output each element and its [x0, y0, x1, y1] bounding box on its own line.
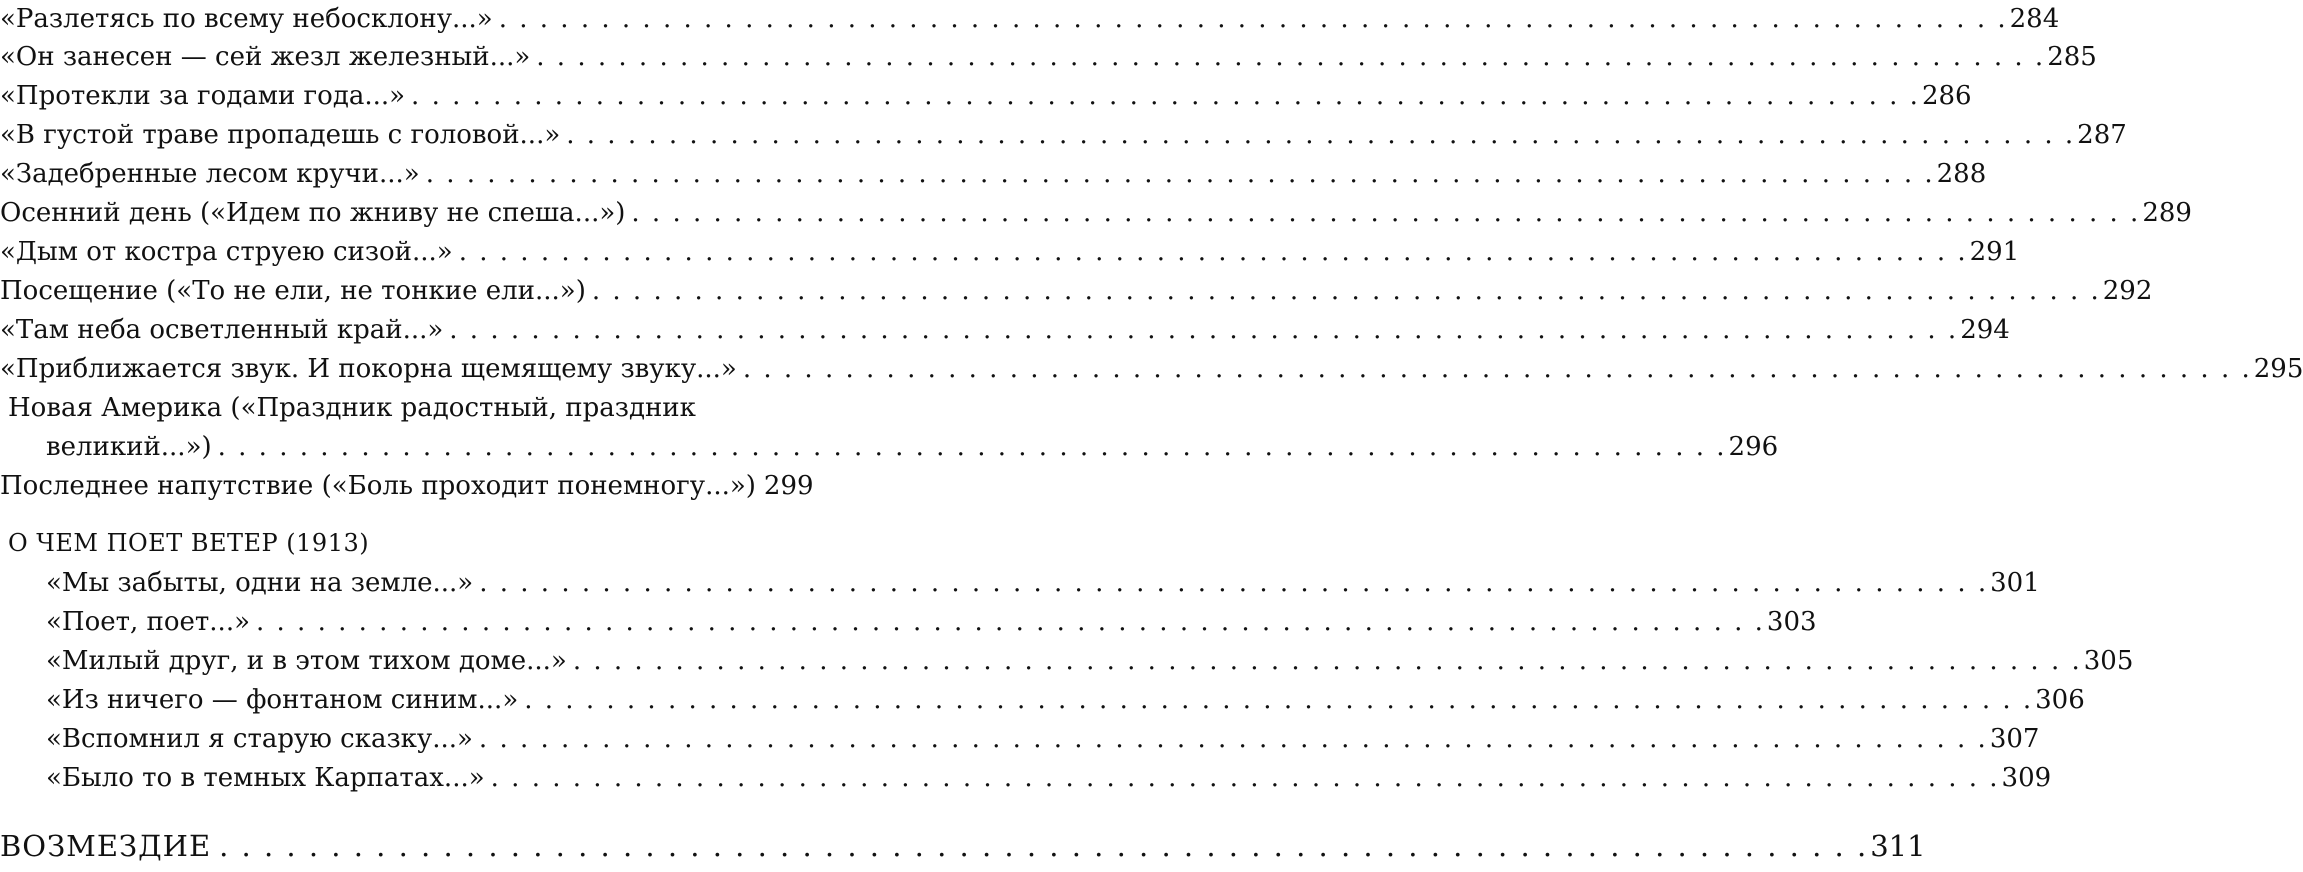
toc-entry-page: 294 [1960, 315, 2010, 345]
dot-leader: . . . . . . . . . . . . . . . . . . . . . . . . . . . . . . . . . . . . . . . . . . . . . . . . . . . . . . . . . . . . . . . . . . . . . . . . . . [458, 237, 1968, 267]
toc-entry-title: «Вспомнил я старую сказку...» [46, 724, 473, 754]
toc-entry-page: 303 [1766, 607, 1817, 637]
toc-entry-title: «Милый друг, и в этом тихом доме...» [46, 646, 567, 676]
toc-entry-page: 285 [2047, 42, 2097, 72]
toc-entry-page: 291 [1969, 237, 2020, 267]
dot-leader: . . . . . . . . . . . . . . . . . . . . . . . . . . . . . . . . . . . . . . . . . . . . . . . . . . . . . . . . . . . . . . . . . . . . . . . . . . [219, 829, 1869, 863]
dot-leader: . . . . . . . . . . . . . . . . . . . . . . . . . . . . . . . . . . . . . . . . . . . . . . . . . . . . . . . . . . . . . . . . . . . . . . . . . . [572, 646, 2082, 676]
toc-entry [0, 272, 2153, 310]
toc-entry-page: 301 [1990, 568, 2040, 598]
dot-leader: . . . . . . . . . . . . . . . . . . . . . . . . . . . . . . . . . . . . . . . . . . . . . . . . . . . . . . . . . . . . . . . . . . . . . . . . . . [217, 432, 1727, 462]
dot-leader: . . . . . . . . . . . . . . . . . . . . . . . . . . . . . . . . . . . . . . . . . . . . . . . . . . . . . . . . . . . . . . . . . . . . . . . . . . [536, 42, 2046, 72]
toc-entry-page: 288 [1936, 159, 1987, 189]
toc-entry [0, 194, 2192, 232]
toc-entry-page: 284 [2009, 4, 2060, 34]
toc-entry-title: «Он занесен — сей жезл железный...» [0, 42, 531, 72]
toc-major-page: 311 [1870, 829, 1926, 863]
toc-entry [46, 642, 2134, 680]
toc-entry [0, 0, 2060, 38]
toc-entry-title: Осенний день («Идем по жниву не спеша...») [0, 198, 626, 228]
dot-leader: . . . . . . . . . . . . . . . . . . . . . . . . . . . . . . . . . . . . . . . . . . . . . . . . . . . . . . . . . . . . . . . . . . . . . . . . . . [490, 763, 2000, 793]
dot-leader: . . . . . . . . . . . . . . . . . . . . . . . . . . . . . . . . . . . . . . . . . . . . . . . . . . . . . . . . . . . . . . . . . . . . . . . . . . [498, 4, 2008, 34]
toc-entry-title: «Мы забыты, одни на земле...» [46, 568, 474, 598]
toc-entry-title-line1: Новая Америка («Праздник радостный, праздник [8, 393, 696, 423]
dot-leader: . . . . . . . . . . . . . . . . . . . . . . . . . . . . . . . . . . . . . . . . . . . . . . . . . . . . . . . . . . . . . . . . . . . . . . . . . . [631, 198, 2141, 228]
toc-entry [46, 681, 2085, 719]
toc-entry-page: 305 [2083, 646, 2134, 676]
dot-leader: . . . . . . . . . . . . . . . . . . . . . . . . . . . . . . . . . . . . . . . . . . . . . . . . . . . . . . . . . . . . . . . . . . . . . . . . . . [425, 159, 1935, 189]
toc-entry-title-line2: великий...») [46, 432, 212, 462]
toc-entry [0, 77, 1972, 115]
toc-entry-page: 292 [2102, 276, 2153, 306]
toc-entry [46, 720, 2040, 758]
dot-leader: . . . . . . . . . . . . . . . . . . . . . . . . . . . . . . . . . . . . . . . . . . . . . . . . . . . . . . . . . . . . . . . . . . . . . . . . . . [449, 315, 1959, 345]
toc-major-entry [0, 826, 1926, 866]
dot-leader: . . . . . . . . . . . . . . . . . . . . . . . . . . . . . . . . . . . . . . . . . . . . . . . . . . . . . . . . . . . . . . . . . . . . . . . . . . [478, 724, 1988, 754]
toc-entry-title: «В густой траве пропадешь с головой...» [0, 120, 561, 150]
toc-entry-title: «Было то в темных Карпатах...» [46, 763, 485, 793]
toc-entry-title: «Там неба осветленный край...» [0, 315, 444, 345]
toc-entry [0, 233, 2020, 271]
dot-leader: . . . . . . . . . . . . . . . . . . . . . . . . . . . . . . . . . . . . . . . . . . . . . . . . . . . . . . . . . . . . . . . . . . . . . . . . . . [591, 276, 2101, 306]
toc-entry-page: 309 [2001, 763, 2052, 793]
toc-entry [0, 467, 814, 505]
toc-entry [0, 116, 2127, 154]
toc-entry-title: «Приближается звук. И покорна щемящему звуку...» [0, 354, 737, 384]
toc-major-title: ВОЗМЕЗДИЕ [0, 829, 212, 863]
toc-entry-page: 307 [1989, 724, 2040, 754]
toc-entry [46, 759, 2052, 797]
dot-leader: . . . . . . . . . . . . . . . . . . . . . . . . . . . . . . . . . . . . . . . . . . . . . . . . . . . . . . . . . . . . . . . . . . . . . . . . . . [479, 568, 1989, 598]
toc-entry [0, 350, 2303, 388]
dot-leader: . . . . . . . . . . . . . . . . . . . . . . . . . . . . . . . . . . . . . . . . . . . . . . . . . . . . . . . . . . . . . . . . . . . . . . . . . . [411, 81, 1920, 111]
toc-entry [0, 38, 2097, 76]
toc-entry-page: 299 [763, 471, 814, 501]
toc-entry-title: «Протекли за годами года...» [0, 81, 406, 111]
toc-entry [46, 603, 1817, 641]
toc-entry-title: «Дым от костра струею сизой...» [0, 237, 453, 267]
dot-leader: . . . . . . . . . . . . . . . . . . . . . . . . . . . . . . . . . . . . . . . . . . . . . . . . . . . . . . . . . . . . . . . . . . . . . . . . . . [566, 120, 2076, 150]
toc-entry-page: 287 [2077, 120, 2127, 150]
toc-entry-title: «Из ничего — фонтаном синим...» [46, 685, 519, 715]
toc-entry [46, 428, 1779, 466]
toc-entry-title: Посещение («То не ели, не тонкие ели...») [0, 276, 586, 306]
toc-entry-page: 286 [1921, 81, 1972, 111]
dot-leader: . . . . . . . . . . . . . . . . . . . . . . . . . . . . . . . . . . . . . . . . . . . . . . . . . . . . . . . . . . . . . . . . . . . . . . . . . . [256, 607, 1765, 637]
section-heading: О ЧЕМ ПОЕТ ВЕТЕР (1913) [8, 529, 370, 557]
toc-entry-page: 306 [2035, 685, 2085, 715]
toc-entry-page: 289 [2142, 198, 2192, 228]
toc-entry-page: 295 [2253, 354, 2303, 384]
toc-entry [46, 564, 2040, 602]
toc-entry-title: «Поет, поет...» [46, 607, 250, 637]
dot-leader: . . . . . . . . . . . . . . . . . . . . . . . . . . . . . . . . . . . . . . . . . . . . . . . . . . . . . . . . . . . . . . . . . . . . . . . . . . [742, 354, 2252, 384]
dot-leader: . . . . . . . . . . . . . . . . . . . . . . . . . . . . . . . . . . . . . . . . . . . . . . . . . . . . . . . . . . . . . . . . . . . . . . . . . . [524, 685, 2034, 715]
toc-entry [0, 311, 2010, 349]
toc-entry-title: «Разлетясь по всему небосклону...» [0, 4, 493, 34]
toc-entry [0, 155, 1987, 193]
toc-entry-title: Последнее напутствие («Боль проходит понемногу...») [0, 471, 756, 501]
toc-entry-title: «Задебренные лесом кручи...» [0, 159, 420, 189]
toc-entry-page: 296 [1728, 432, 1779, 462]
